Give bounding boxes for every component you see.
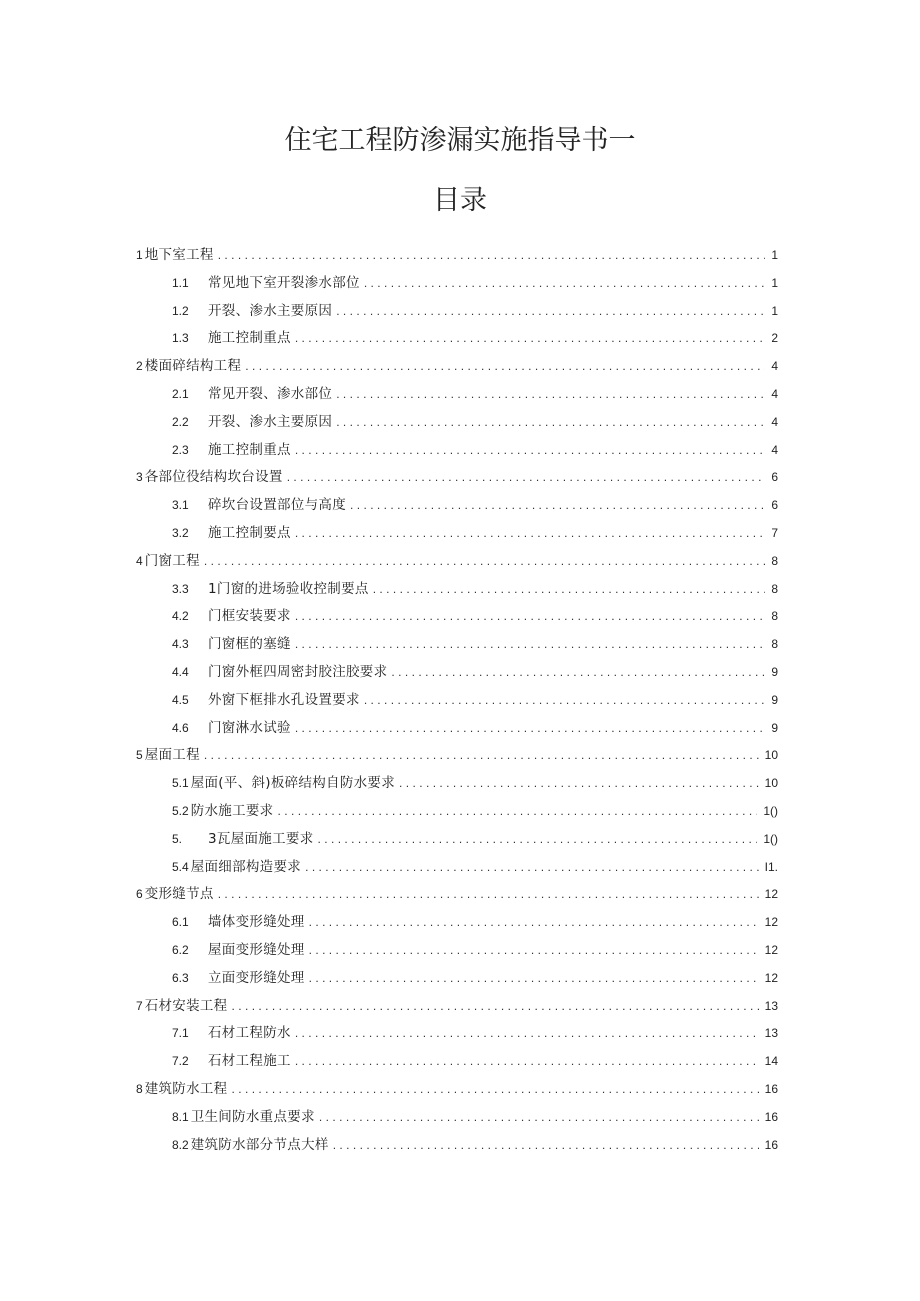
- toc-section-entry[interactable]: [136, 409, 778, 437]
- toc-section-entry[interactable]: [136, 659, 778, 687]
- toc-dot-leader: [364, 687, 766, 715]
- toc-page-number: 16: [764, 1081, 778, 1096]
- toc-dot-leader: [295, 437, 766, 465]
- toc-chapter-entry[interactable]: [136, 1076, 778, 1104]
- toc-entry-label: 墙体变形缝处理: [208, 914, 305, 931]
- toc-page-number: 9: [771, 664, 778, 679]
- toc-entry-label: 建筑防水工程: [144, 1080, 228, 1097]
- toc-page-number: 8: [771, 609, 778, 624]
- toc-page-number: 1: [771, 275, 778, 290]
- toc-dot-leader: [295, 325, 766, 353]
- toc-page-number: 1(): [763, 803, 778, 818]
- toc-entry-label: 建筑防水部分节点大样: [190, 1136, 329, 1153]
- toc-entry-number: 3: [136, 470, 143, 485]
- toc-entry-label: 1门窗的进场验收控制要点: [208, 580, 369, 597]
- toc-page-number: 13: [764, 998, 778, 1013]
- toc-entry-number: 3.2: [172, 525, 189, 540]
- toc-section-entry[interactable]: [136, 603, 778, 631]
- toc-entry-number: 5.: [172, 831, 183, 846]
- toc-section-entry[interactable]: [136, 909, 778, 937]
- toc-section-entry[interactable]: [136, 1020, 778, 1048]
- toc-dot-leader: [232, 1076, 759, 1104]
- toc-entry-number: 7.1: [172, 1026, 189, 1041]
- toc-section-entry[interactable]: [136, 937, 778, 965]
- toc-section-entry[interactable]: [136, 826, 778, 854]
- toc-page-number: 16: [764, 1137, 778, 1152]
- toc-entry-number: 6.1: [172, 915, 189, 930]
- toc-entry-label: 屋面变形缝处理: [208, 941, 305, 958]
- toc-entry-label: 施工控制要点: [208, 524, 291, 541]
- toc-entry-label: 门窗淋水试验: [208, 719, 291, 736]
- toc-entry-label: 石材工程防水: [208, 1025, 291, 1042]
- toc-entry-label: 碎坎台设置部位与高度: [208, 497, 346, 514]
- toc-entry-label: 门窗工程: [144, 552, 200, 569]
- toc-entry-number: 6.2: [172, 942, 189, 957]
- table-of-contents: [136, 242, 778, 1159]
- toc-dot-leader: [305, 854, 759, 882]
- toc-section-entry[interactable]: [136, 298, 778, 326]
- toc-chapter-entry[interactable]: [136, 881, 778, 909]
- toc-entry-label: 楼面碎结构工程: [144, 358, 242, 375]
- toc-page-number: 12: [764, 887, 778, 902]
- toc-entry-number: 4.4: [172, 664, 189, 679]
- toc-page-number: 2: [771, 331, 778, 346]
- toc-entry-number: 8.1: [172, 1109, 189, 1124]
- toc-chapter-entry[interactable]: [136, 464, 778, 492]
- toc-entry-number: 5: [136, 748, 143, 763]
- toc-entry-number: 1.1: [172, 275, 189, 290]
- toc-dot-leader: [218, 881, 759, 909]
- toc-entry-label: 开裂、渗水主要原因: [208, 413, 333, 430]
- toc-dot-leader: [218, 242, 766, 270]
- toc-entry-label: 门窗框的塞缝: [208, 636, 291, 653]
- toc-entry-label: 常见开裂、渗水部位: [208, 385, 333, 402]
- toc-page-number: 1(): [763, 831, 778, 846]
- toc-dot-leader: [287, 464, 766, 492]
- toc-dot-leader: [295, 603, 766, 631]
- toc-entry-label: 屋面工程: [144, 747, 200, 764]
- toc-section-entry[interactable]: [136, 1132, 778, 1160]
- toc-entry-number: 4.3: [172, 637, 189, 652]
- toc-dot-leader: [204, 548, 765, 576]
- toc-entry-number: 4.5: [172, 692, 189, 707]
- toc-page-number: 8: [771, 637, 778, 652]
- toc-entry-number: 8: [136, 1081, 143, 1096]
- toc-entry-label: 屋面细部构造要求: [190, 858, 302, 875]
- toc-entry-number: 6.3: [172, 970, 189, 985]
- toc-page-number: 1: [771, 303, 778, 318]
- toc-dot-leader: [204, 742, 759, 770]
- toc-section-entry[interactable]: [136, 770, 778, 798]
- toc-dot-leader: [373, 576, 766, 604]
- toc-dot-leader: [350, 492, 765, 520]
- toc-entry-number: 7.2: [172, 1054, 189, 1069]
- toc-section-entry[interactable]: [136, 270, 778, 298]
- toc-entry-number: 7: [136, 998, 143, 1013]
- toc-page-number: 8: [771, 581, 778, 596]
- toc-page-number: 16: [764, 1109, 778, 1124]
- toc-page-number: 10: [764, 776, 778, 791]
- toc-section-entry[interactable]: [136, 1048, 778, 1076]
- toc-dot-leader: [336, 298, 765, 326]
- toc-entry-number: 4.6: [172, 720, 189, 735]
- toc-page-number: 1: [771, 248, 778, 262]
- toc-entry-label: 施工控制重点: [208, 330, 291, 347]
- document-title: 住宅工程防渗漏实施指导书一: [284, 125, 636, 156]
- toc-entry-label: 门窗外框四周密封胶注胶要求: [208, 663, 388, 680]
- toc-dot-leader: [232, 993, 759, 1021]
- toc-entry-number: 3.3: [172, 581, 189, 596]
- toc-entry-label: 地下室工程: [144, 247, 214, 263]
- toc-entry-number: 8.2: [172, 1137, 189, 1152]
- toc-entry-number: 1.3: [172, 331, 189, 346]
- toc-entry-label: 门框安装要求: [208, 608, 291, 625]
- toc-page-number: 6: [771, 498, 778, 513]
- toc-dot-leader: [309, 965, 759, 993]
- toc-entry-number: 5.4: [172, 859, 189, 874]
- toc-entry-label: 卫生间防水重点要求: [190, 1108, 315, 1125]
- toc-entry-label: 施工控制重点: [208, 441, 291, 458]
- toc-page-number: 10: [764, 748, 778, 763]
- toc-entry-label: 常见地下室开裂渗水部位: [208, 274, 360, 291]
- toc-dot-leader: [278, 798, 758, 826]
- toc-section-entry[interactable]: [136, 687, 778, 715]
- toc-entry-label: 变形缝节点: [144, 886, 214, 903]
- toc-section-entry[interactable]: [136, 798, 778, 826]
- toc-entry-number: 5.1: [172, 776, 189, 791]
- toc-entry-number: 2.2: [172, 414, 189, 429]
- toc-page-number: 4: [771, 359, 778, 374]
- toc-page-number: 12: [764, 942, 778, 957]
- toc-page-number: 7: [771, 525, 778, 540]
- toc-dot-leader: [295, 1020, 759, 1048]
- toc-dot-leader: [319, 1104, 759, 1132]
- toc-section-entry[interactable]: [136, 381, 778, 409]
- toc-dot-leader: [295, 715, 766, 743]
- toc-section-entry[interactable]: [136, 715, 778, 743]
- toc-dot-leader: [333, 1132, 759, 1160]
- toc-section-entry[interactable]: [136, 576, 778, 604]
- toc-section-entry[interactable]: [136, 854, 778, 882]
- toc-entry-number: 1: [136, 248, 143, 262]
- toc-page-number: 8: [771, 553, 778, 568]
- toc-entry-label: 开裂、渗水主要原因: [208, 302, 333, 319]
- toc-entry-number: 2.1: [172, 386, 189, 401]
- toc-chapter-entry[interactable]: [136, 742, 778, 770]
- toc-dot-leader: [309, 909, 759, 937]
- toc-chapter-entry[interactable]: [136, 993, 778, 1021]
- toc-page-number: I1.: [764, 859, 778, 874]
- toc-page-number: 14: [764, 1054, 778, 1069]
- toc-page-number: 9: [771, 692, 778, 707]
- toc-page-number: 12: [764, 970, 778, 985]
- toc-entry-label: 各部位役结构坎台设置: [144, 469, 283, 486]
- toc-dot-leader: [295, 631, 766, 659]
- toc-entry-number: 6: [136, 887, 143, 902]
- toc-dot-leader: [336, 409, 765, 437]
- toc-entry-label: 石材安装工程: [144, 997, 228, 1014]
- toc-entry-label: 3瓦屋面施工要求: [208, 830, 314, 847]
- toc-dot-leader: [245, 353, 765, 381]
- toc-chapter-entry[interactable]: [136, 353, 778, 381]
- toc-entry-label: 石材工程施工: [208, 1053, 291, 1070]
- toc-page-number: 9: [771, 720, 778, 735]
- toc-dot-leader: [391, 659, 765, 687]
- toc-section-entry[interactable]: [136, 631, 778, 659]
- toc-section-entry[interactable]: [136, 492, 778, 520]
- toc-section-entry[interactable]: [136, 965, 778, 993]
- toc-entry-number: 2: [136, 359, 143, 374]
- toc-dot-leader: [318, 826, 758, 854]
- toc-chapter-entry[interactable]: [136, 242, 778, 270]
- toc-entry-label: 防水施工要求: [190, 802, 274, 819]
- toc-page-number: 6: [771, 470, 778, 485]
- toc-dot-leader: [295, 520, 766, 548]
- toc-section-entry[interactable]: [136, 1104, 778, 1132]
- toc-entry-number: 5.2: [172, 803, 189, 818]
- toc-section-entry[interactable]: [136, 520, 778, 548]
- toc-heading: 目录: [433, 185, 487, 216]
- toc-page-number: 13: [764, 1026, 778, 1041]
- toc-page-number: 12: [764, 915, 778, 930]
- toc-entry-number: 4: [136, 553, 143, 568]
- toc-entry-label: 屋面(平、斜)板碎结构自防水要求: [190, 775, 396, 792]
- toc-dot-leader: [364, 270, 766, 298]
- toc-chapter-entry[interactable]: [136, 548, 778, 576]
- toc-page-number: 4: [771, 414, 778, 429]
- toc-section-entry[interactable]: [136, 325, 778, 353]
- toc-entry-number: 2.3: [172, 442, 189, 457]
- toc-entry-number: 1.2: [172, 303, 189, 318]
- toc-entry-label: 外窗下框排水孔设置要求: [208, 691, 360, 708]
- toc-dot-leader: [309, 937, 759, 965]
- toc-section-entry[interactable]: [136, 437, 778, 465]
- toc-page-number: 4: [771, 442, 778, 457]
- toc-entry-label: 立面变形缝处理: [208, 969, 305, 986]
- toc-dot-leader: [336, 381, 765, 409]
- toc-dot-leader: [399, 770, 759, 798]
- toc-dot-leader: [295, 1048, 759, 1076]
- toc-entry-number: 3.1: [172, 498, 189, 513]
- toc-entry-number: 4.2: [172, 609, 189, 624]
- toc-page-number: 4: [771, 386, 778, 401]
